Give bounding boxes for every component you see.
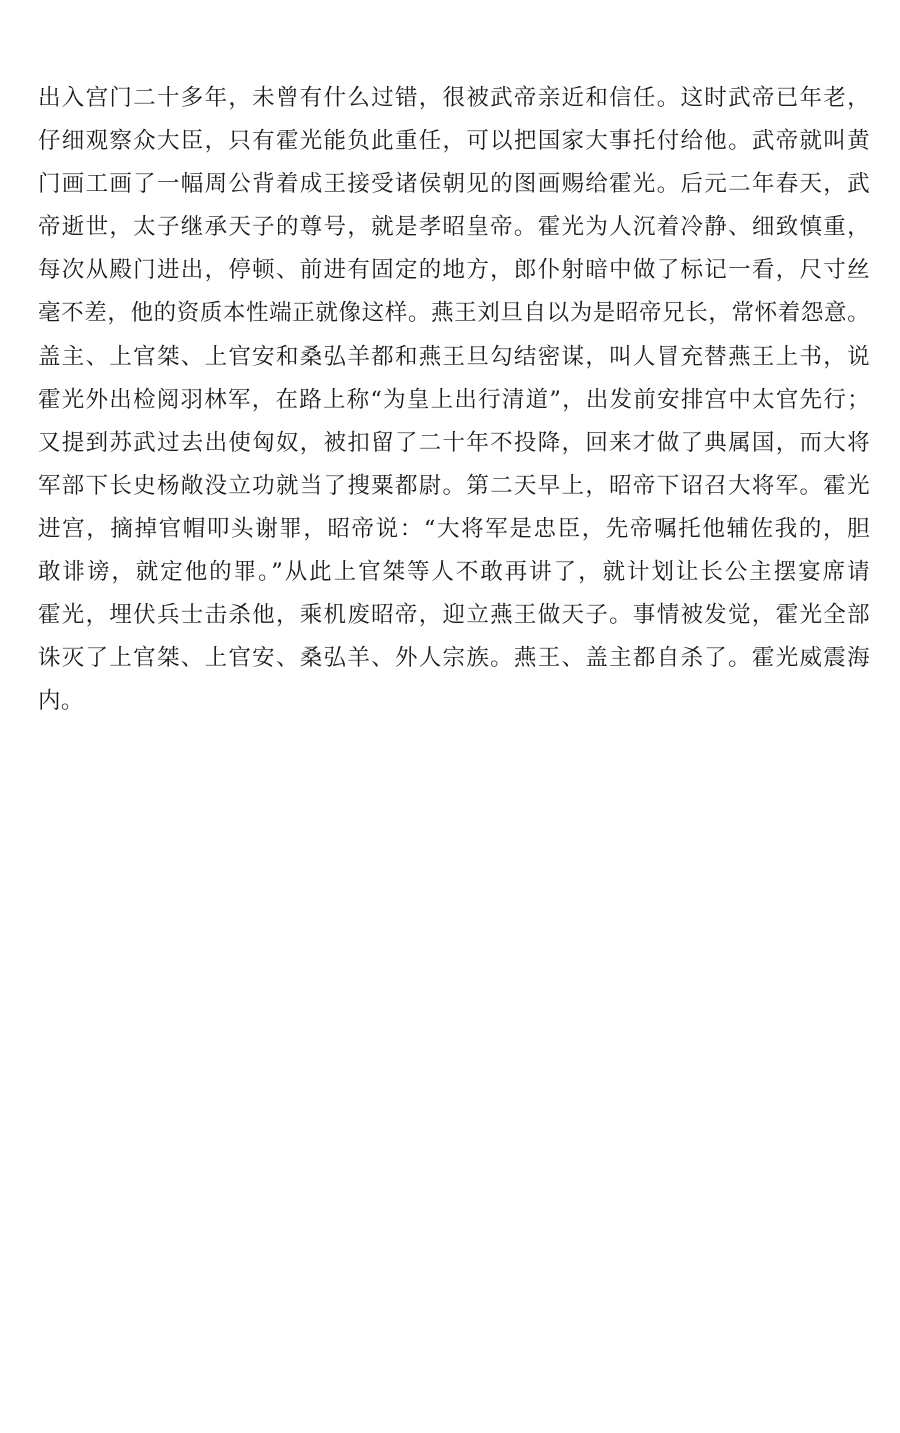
text-line-14: 诛灭了上官桀、上官安、桑弘羊、外人宗族。燕王、盖主都自杀了。霍光威震海 <box>38 645 870 672</box>
text-line-12: 敢诽谤，就定他的罪。”从此上官桀等人不敢再讲了，就计划让长公主摆宴席请 <box>38 559 870 586</box>
text-line-15: 内。 <box>38 688 84 715</box>
text-line-9: 又提到苏武过去出使匈奴，被扣留了二十年不投降，回来才做了典属国，而大将 <box>38 429 870 456</box>
text-line-11: 进宫，摘掉官帽叩头谢罪，昭帝说：“大将军是忠臣，先帝嘱托他辅佐我的，胆 <box>38 515 870 542</box>
text-line-3: 门画工画了一幅周公背着成王接受诸侯朝见的图画赐给霍光。后元二年春天，武 <box>38 171 870 198</box>
text-line-1: 出入宫门二十多年，未曾有什么过错，很被武帝亲近和信任。这时武帝已年老， <box>38 85 870 111</box>
body-paragraph <box>38 77 870 723</box>
text-line-5: 每次从殿门进出，停顿、前进有固定的地方，郎仆射暗中做了标记一看，尺寸丝 <box>38 257 870 284</box>
text-line-8: 霍光外出检阅羽林军，在路上称“为皇上出行清道”，出发前安排宫中太官先行； <box>38 386 870 413</box>
text-line-6: 毫不差，他的资质本性端正就像这样。燕王刘旦自以为是昭帝兄长，常怀着怨意。 <box>38 300 870 327</box>
text-line-10: 军部下长史杨敞没立功就当了搜粟都尉。第二天早上，昭帝下诏召大将军。霍光 <box>38 472 870 499</box>
text-line-2: 仔细观察众大臣，只有霍光能负此重任，可以把国家大事托付给他。武帝就叫黄 <box>38 128 870 155</box>
text-line-13: 霍光，埋伏兵士击杀他，乘机废昭帝，迎立燕王做天子。事情被发觉，霍光全部 <box>38 602 870 629</box>
text-line-7: 盖主、上官桀、上官安和桑弘羊都和燕王旦勾结密谋，叫人冒充替燕王上书，说 <box>38 343 870 370</box>
text-line-4: 帝逝世，太子继承天子的尊号，就是孝昭皇帝。霍光为人沉着冷静、细致慎重， <box>38 214 870 241</box>
